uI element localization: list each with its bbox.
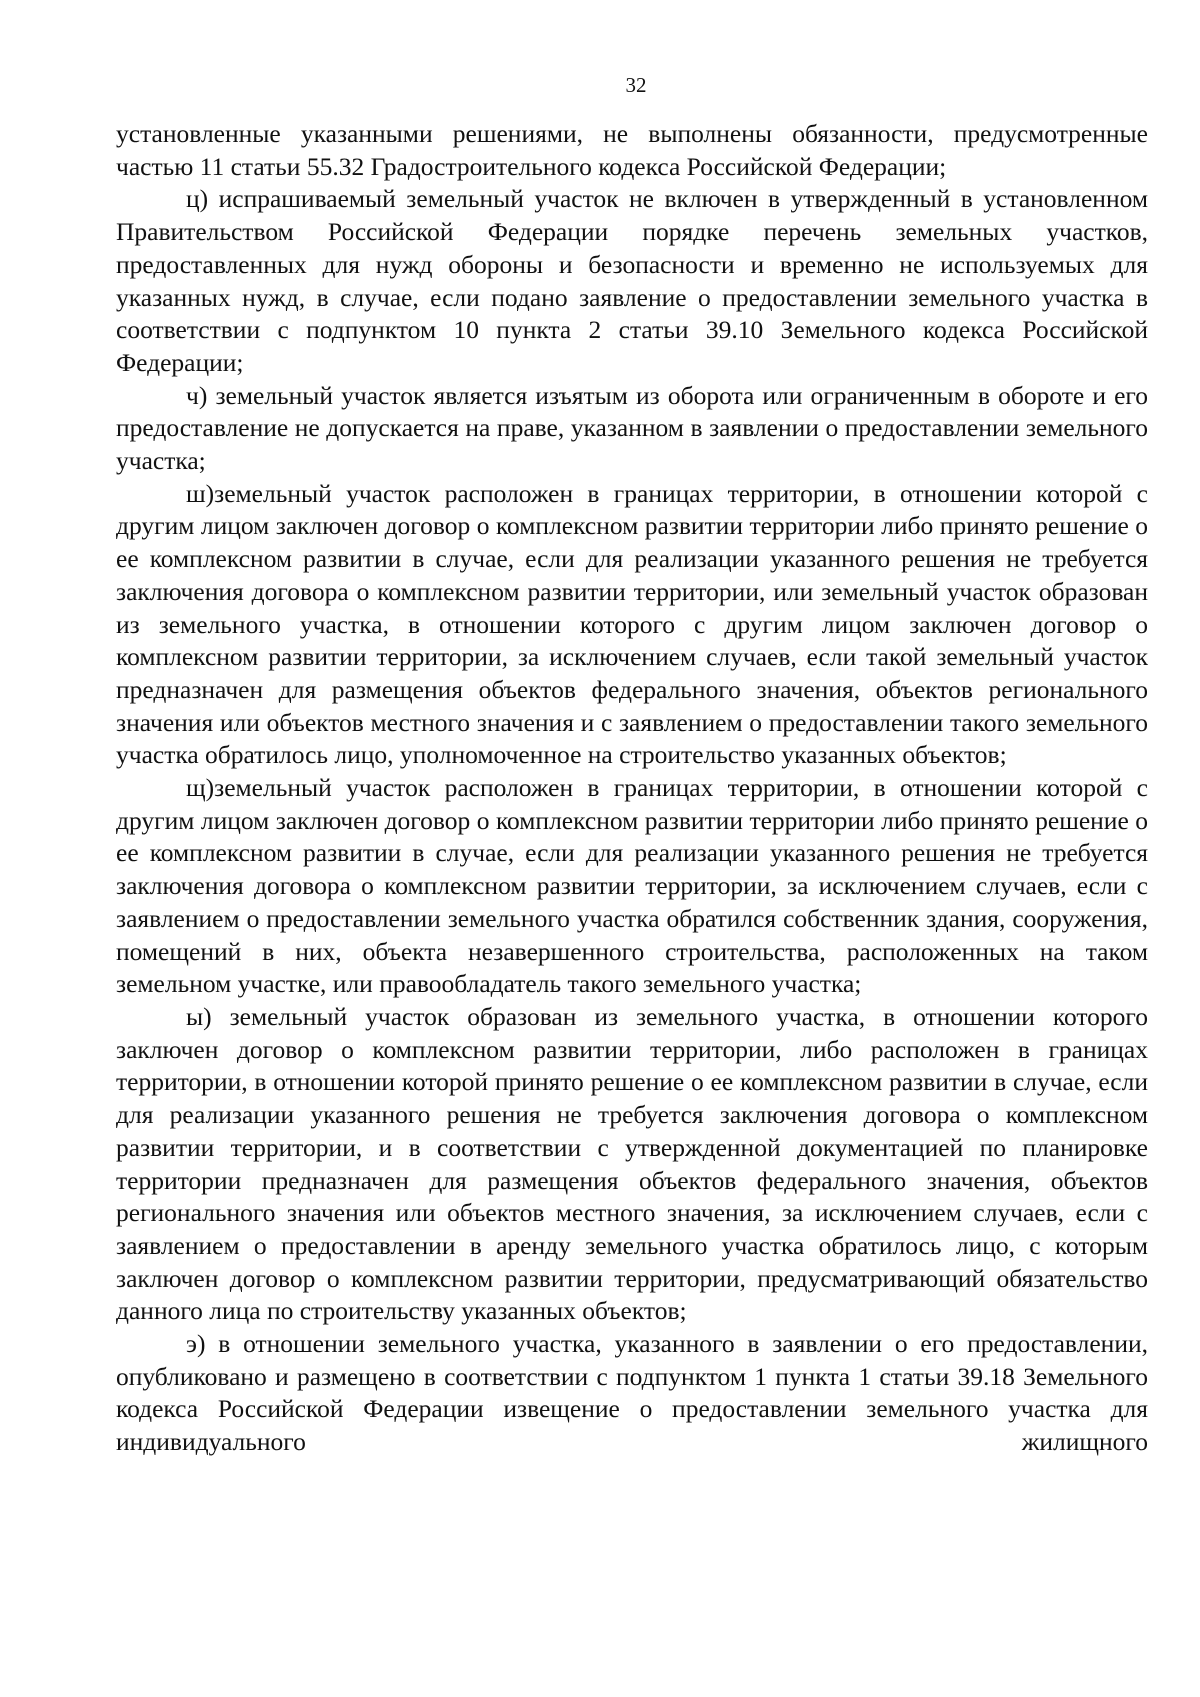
paragraph-continuation: установленные указанными решениями, не выполнены обязанности, предусмотренные частью 11 статьи 55.32 Градостроительного кодекса Российской Федерации;: [116, 119, 1148, 181]
page-number: 32: [625, 73, 647, 97]
paragraph-item-ts: ц) испрашиваемый земельный участок не включен в утвержденный в установленном Правительством Российской Федерации порядке перечень земельных участков, предоставленных для нужд обороны и безопасности и временно не используемых для указанных нужд, в случае, если подано заявление о предоставлении земельного участка в соответствии с подпунктом 10 пункта 2 статьи 39.10 Земельного кодекса Российской Федерации;: [116, 184, 1148, 377]
document-body: [116, 118, 1148, 1459]
paragraph-item-sh: ш)земельный участок расположен в границах территории, в отношении которой с другим лицом заключен договор о комплексном развитии территории либо принято решение о ее комплексном развитии в случае, если для реализации указанного решения не требуется заключения договора о комплексном развитии территории, или земельный участок образован из земельного участка, в отношении которого с другим лицом заключен договор о комплексном развитии территории, за исключением случаев, если такой земельный участок предназначен для размещения объектов федерального значения, объектов регионального значения или объектов местного значения и с заявлением о предоставлении такого земельного участка обратилось лицо, уполномоченное на строительство указанных объектов;: [116, 478, 1148, 770]
paragraph-item-shch: щ)земельный участок расположен в границах территории, в отношении которой с другим лицом заключен договор о комплексном развитии территории либо принято решение о ее комплексном развитии в случае, если для реализации указанного решения не требуется заключения договора о комплексном развитии территории, за исключением случаев, если с заявлением о предоставлении земельного участка обратился собственник здания, сооружения, помещений в них, объекта незавершенного строительства, расположенных на таком земельном участке, или правообладатель такого земельного участка;: [116, 773, 1148, 999]
paragraph-item-e: э) в отношении земельного участка, указанного в заявлении о его предоставлении, опубликовано и размещено в соответствии с подпунктом 1 пункта 1 статьи 39.18 Земельного кодекса Российской Федерации извещение о предоставлении земельного участка для индивидуального жилищного: [116, 1329, 1148, 1457]
paragraph-item-ch: ч) земельный участок является изъятым из оборота или ограниченным в обороте и его предоставление не допускается на праве, указанном в заявлении о предоставлении земельного участка;: [116, 380, 1148, 476]
paragraph-item-y: ы) земельный участок образован из земельного участка, в отношении которого заключен договор о комплексном развитии территории, либо расположен в границах территории, в отношении которой принято решение о ее комплексном развитии в случае, если для реализации указанного решения не требуется заключения договора о комплексном развитии территории, и в соответствии с утвержденной документацией по планировке территории предназначен для размещения объектов федерального значения, объектов регионального значения или объектов местного значения, за исключением случаев, если с заявлением о предоставлении в аренду земельного участка обратилось лицо, с которым заключен договор о комплексном развитии территории, предусматривающий обязательство данного лица по строительству указанных объектов;: [116, 1001, 1148, 1326]
